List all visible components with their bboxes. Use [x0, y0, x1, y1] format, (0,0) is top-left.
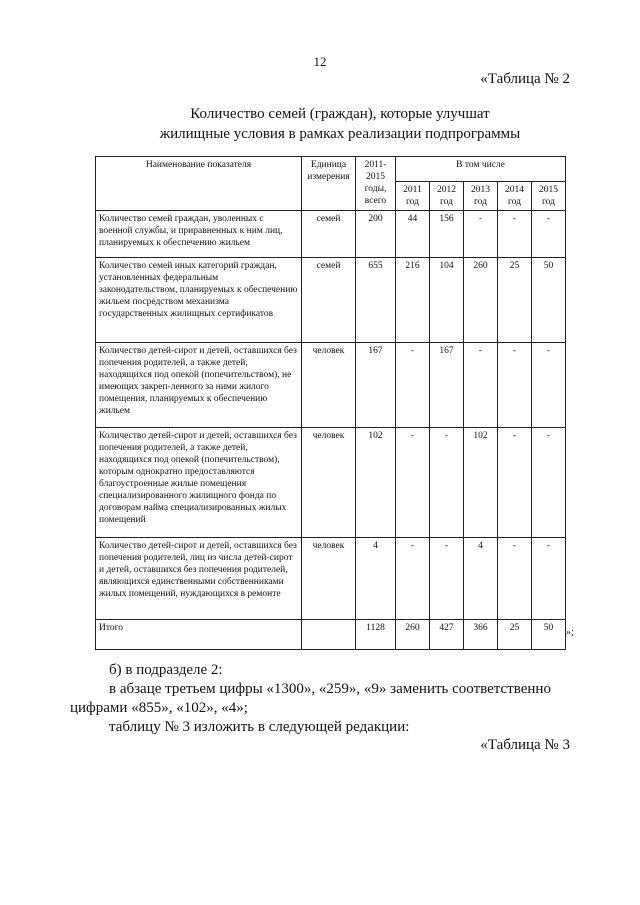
row-2011: 216: [396, 258, 430, 343]
paragraph-table-3: таблицу № 3 изложить в следующей редакции:: [109, 719, 410, 735]
document-title: [60, 104, 620, 144]
row-name: Количество семей граждан, уволенных с военной службы, и приравненных к ним лиц, планируемых к обеспечению жильем: [96, 211, 302, 258]
header-year-2012: 2012 год: [430, 182, 464, 211]
row-2011: -: [396, 538, 430, 620]
table-3-caption: «Таблица № 3: [480, 737, 570, 753]
total-2011: 260: [396, 620, 430, 650]
page-number: 12: [313, 54, 327, 69]
header-year-2014: 2014 год: [498, 182, 532, 211]
row-2014: -: [498, 538, 532, 620]
total-2013: 366: [464, 620, 498, 650]
table-row: [96, 211, 566, 258]
row-2014: 25: [498, 258, 532, 343]
row-unit: семей: [302, 258, 356, 343]
header-unit: Единица измерения: [302, 157, 356, 211]
total-label: Итого: [96, 620, 302, 650]
table-header-row: [96, 157, 566, 182]
header-year-2013: 2013 год: [464, 182, 498, 211]
row-unit: человек: [302, 538, 356, 620]
row-2013: -: [464, 211, 498, 258]
total-2012: 427: [430, 620, 464, 650]
table-total-row: [96, 620, 566, 650]
row-2012: 104: [430, 258, 464, 343]
total-unit: [302, 620, 356, 650]
table-caption: «Таблица № 2: [480, 71, 570, 87]
row-name: Количество детей-сирот и детей, оставшихся без попечения родителей, лиц из числа детей-сирот и детей, оставшихся без попечения родителей, являющихся единственными собственниками жилых помещений, нуждающихся в ремонте: [96, 538, 302, 620]
total-2014: 25: [498, 620, 532, 650]
row-2013: -: [464, 343, 498, 428]
header-year-2011: 2011 год: [396, 182, 430, 211]
row-unit: человек: [302, 343, 356, 428]
row-total: 4: [356, 538, 396, 620]
row-2015: -: [532, 428, 566, 538]
table-row: [96, 428, 566, 538]
row-total: 167: [356, 343, 396, 428]
header-total: 2011-2015 годы, всего: [356, 157, 396, 211]
row-2013: 4: [464, 538, 498, 620]
data-table: [95, 156, 566, 650]
row-total: 102: [356, 428, 396, 538]
row-2014: -: [498, 343, 532, 428]
row-2015: -: [532, 343, 566, 428]
table-closing-quote: »;: [566, 627, 574, 638]
row-2012: 167: [430, 343, 464, 428]
total-2015: 50: [532, 620, 566, 650]
table-row: [96, 343, 566, 428]
row-2013: 102: [464, 428, 498, 538]
row-2015: -: [532, 538, 566, 620]
paragraph-replace-line-2: цифрами «855», «102», «4»;: [70, 700, 248, 716]
paragraph-replace-line-1: в абзаце третьем цифры «1300», «259», «9» заменить соответственно: [109, 681, 551, 697]
row-2011: -: [396, 343, 430, 428]
header-including: В том числе: [396, 157, 566, 182]
row-2011: 44: [396, 211, 430, 258]
row-2014: -: [498, 211, 532, 258]
title-line-2: жилищные условия в рамках реализации подпрограммы: [159, 126, 521, 142]
row-2013: 260: [464, 258, 498, 343]
paragraph-subsection: б) в подразделе 2:: [109, 662, 223, 678]
row-2014: -: [498, 428, 532, 538]
row-name: Количество детей-сирот и детей, оставшихся без попечения родителей, а также детей, находящихся под опекой (попечительством), которым однократно предоставляются благоустроенные жилые помещения специализированного жилищного фонда по договорам найма специализированных жилых помещений: [96, 428, 302, 538]
total-all-years: 1128: [356, 620, 396, 650]
row-total: 655: [356, 258, 396, 343]
row-2015: -: [532, 211, 566, 258]
row-name: Количество детей-сирот и детей, оставшихся без попечения родителей, а также детей, находящихся под опекой (попечительством), не имеющих закреп-ленного за ними жилого помещения, планируемых к обеспечению жильем: [96, 343, 302, 428]
row-unit: семей: [302, 211, 356, 258]
row-2012: -: [430, 428, 464, 538]
row-name: Количество семей иных категорий граждан, установленных федеральным законодательством, планируемых к обеспечению жильем посредством механизма государственных жилищных сертификатов: [96, 258, 302, 343]
row-2011: -: [396, 428, 430, 538]
table-row: [96, 258, 566, 343]
row-2012: 156: [430, 211, 464, 258]
row-total: 200: [356, 211, 396, 258]
title-line-1: Количество семей (граждан), которые улучшат: [190, 106, 490, 122]
row-2015: 50: [532, 258, 566, 343]
table-row: [96, 538, 566, 620]
header-year-2015: 2015 год: [532, 182, 566, 211]
row-unit: человек: [302, 428, 356, 538]
row-2012: -: [430, 538, 464, 620]
header-name: Наименование показателя: [96, 157, 302, 211]
